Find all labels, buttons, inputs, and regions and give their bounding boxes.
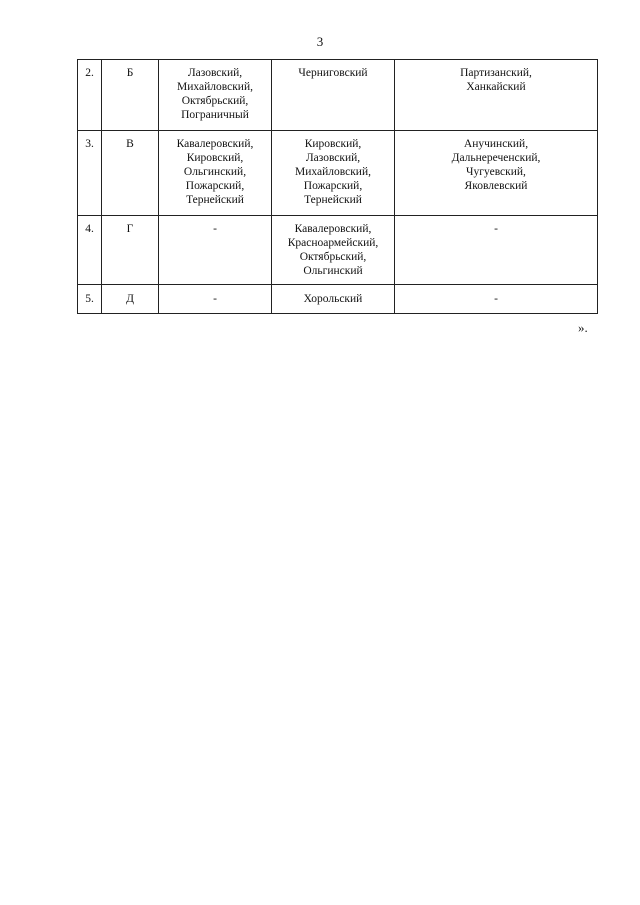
table-row: [78, 131, 598, 216]
districts-cell-a: Кавалеровский, Кировский, Ольгинский, Пожарский, Тернейский: [159, 131, 272, 216]
zone-cell: Б: [102, 60, 159, 131]
districts-cell-a: -: [159, 216, 272, 285]
districts-cell-c: -: [395, 216, 598, 285]
districts-cell-b: Кировский, Лазовский, Михайловский, Пожарский, Тернейский: [272, 131, 395, 216]
districts-cell-b: Хорольский: [272, 285, 395, 314]
zone-cell: Г: [102, 216, 159, 285]
districts-cell-c: -: [395, 285, 598, 314]
zone-cell: В: [102, 131, 159, 216]
districts-cell-b: Черниговский: [272, 60, 395, 131]
districts-cell-a: Лазовский, Михайловский, Октябрьский, Пограничный: [159, 60, 272, 131]
row-number-cell: 5.: [78, 285, 102, 314]
row-number-cell: 4.: [78, 216, 102, 285]
page-number: 3: [316, 34, 324, 49]
districts-cell-c: Партизанский, Ханкайский: [395, 60, 598, 131]
regions-table: [77, 59, 598, 314]
table-row: [78, 216, 598, 285]
districts-cell-a: -: [159, 285, 272, 314]
table-row: [78, 60, 598, 131]
zone-cell: Д: [102, 285, 159, 314]
closing-quote: ».: [578, 320, 588, 335]
row-number-cell: 3.: [78, 131, 102, 216]
districts-cell-c: Анучинский, Дальнереченский, Чугуевский, Яковлевский: [395, 131, 598, 216]
table-row: [78, 285, 598, 314]
districts-cell-b: Кавалеровский, Красноармейский, Октябрьский, Ольгинский: [272, 216, 395, 285]
row-number-cell: 2.: [78, 60, 102, 131]
